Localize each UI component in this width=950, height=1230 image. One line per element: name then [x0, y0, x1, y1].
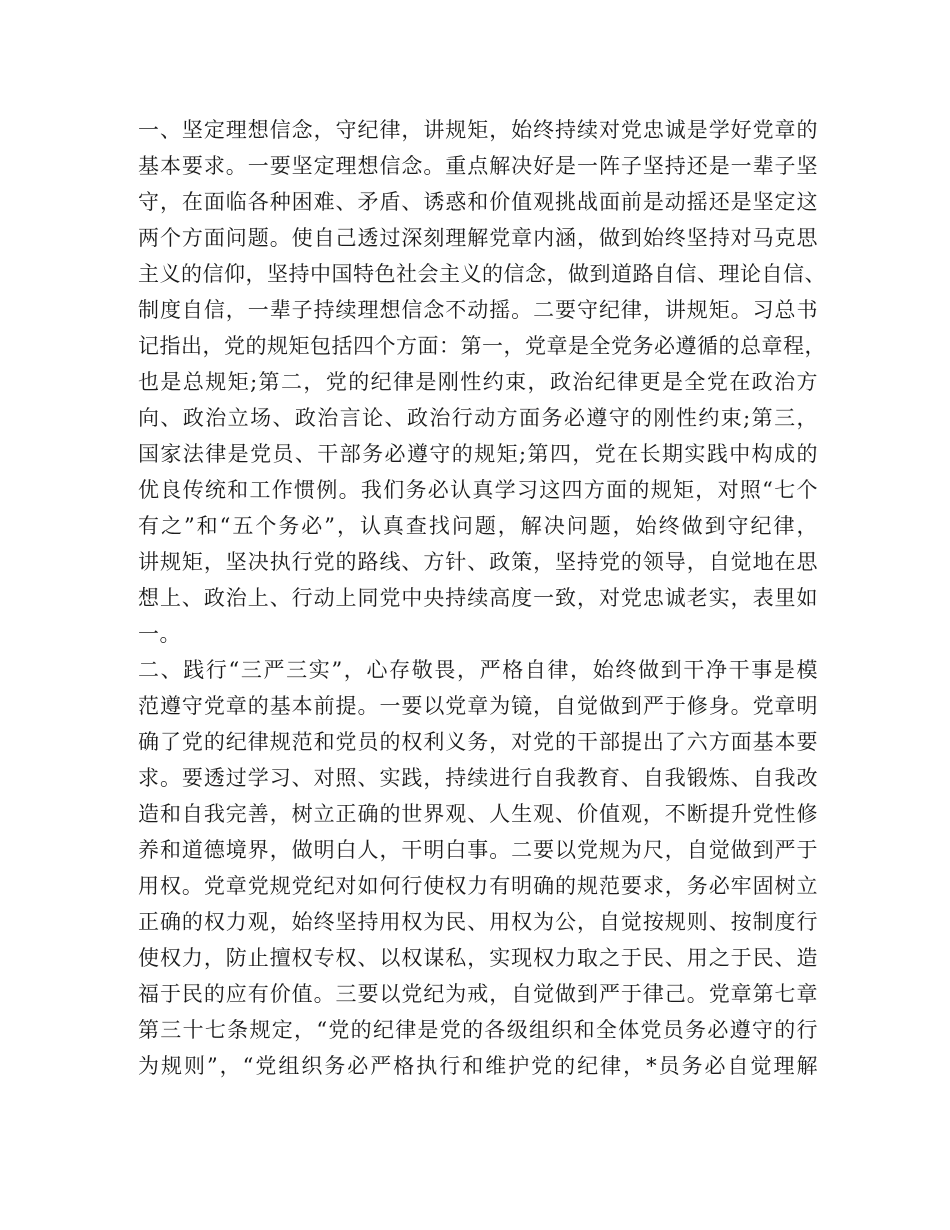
text-line: 记指出，党的规矩包括四个方面：第一，党章是全党务必遵循的总章程，: [138, 334, 826, 358]
text-line: 确了党的纪律规范和党员的权利义务，对党的干部提出了六方面基本要: [138, 730, 818, 754]
text-line: 主义的信仰，坚持中国特色社会主义的信念，做到道路自信、理论自信、: [138, 262, 826, 286]
text-line: 养和道德境界，做明白人，干明白事。二要以党规为尺，自觉做到严于: [138, 838, 818, 862]
paragraph-2: [138, 652, 818, 1084]
text-line: 一、坚定理想信念，守纪律，讲规矩，始终持续对党忠诚是学好党章的: [138, 118, 818, 142]
text-line: 想上、政治上、行动上同党中央持续高度一致，对党忠诚老实，表里如: [138, 586, 818, 610]
text-line: 向、政治立场、政治言论、政治行动方面务必遵守的刚性约束;第三，: [138, 406, 818, 430]
text-line: 讲规矩，坚决执行党的路线、方针、政策，坚持党的领导，自觉地在思: [138, 550, 818, 574]
text-line: 制度自信，一辈子持续理想信念不动摇。二要守纪律，讲规矩。习总书: [138, 298, 818, 322]
text-line: 用权。党章党规党纪对如何行使权力有明确的规范要求，务必牢固树立: [138, 874, 818, 898]
text-line: 使权力，防止擅权专权、以权谋私，实现权力取之于民、用之于民、造: [138, 946, 818, 970]
text-line: 二、践行“三严三实”，心存敬畏，严格自律，始终做到干净干事是模: [138, 658, 818, 682]
text-line: 一。: [138, 622, 181, 646]
text-line: 福于民的应有价值。三要以党纪为戒，自觉做到严于律己。党章第七章: [138, 982, 818, 1006]
text-line: 有之”和“五个务必”，认真查找问题，解决问题，始终做到守纪律，: [138, 514, 818, 538]
text-line: 两个方面问题。使自己透过深刻理解党章内涵，做到始终坚持对马克思: [138, 226, 818, 250]
paragraph-1: [138, 112, 826, 652]
text-line: 求。要透过学习、对照、实践，持续进行自我教育、自我锻炼、自我改: [138, 766, 818, 790]
text-line: 优良传统和工作惯例。我们务必认真学习这四方面的规矩，对照“七个: [138, 478, 818, 502]
text-line: 造和自我完善，树立正确的世界观、人生观、价值观，不断提升党性修: [138, 802, 818, 826]
text-line: 正确的权力观，始终坚持用权为民、用权为公，自觉按规则、按制度行: [138, 910, 818, 934]
text-line: 也是总规矩;第二，党的纪律是刚性约束，政治纪律更是全党在政治方: [138, 370, 818, 394]
document-body: [138, 112, 826, 1084]
text-line: 国家法律是党员、干部务必遵守的规矩;第四，党在长期实践中构成的: [138, 442, 818, 466]
text-line: 为规则”，“党组织务必严格执行和维护党的纪律，*员务必自觉理解: [138, 1054, 818, 1078]
text-line: 基本要求。一要坚定理想信念。重点解决好是一阵子坚持还是一辈子坚: [138, 154, 818, 178]
text-line: 第三十七条规定，“党的纪律是党的各级组织和全体党员务必遵守的行: [138, 1018, 818, 1042]
text-line: 守，在面临各种困难、矛盾、诱惑和价值观挑战面前是动摇还是坚定这: [138, 190, 818, 214]
text-line: 范遵守党章的基本前提。一要以党章为镜，自觉做到严于修身。党章明: [138, 694, 818, 718]
